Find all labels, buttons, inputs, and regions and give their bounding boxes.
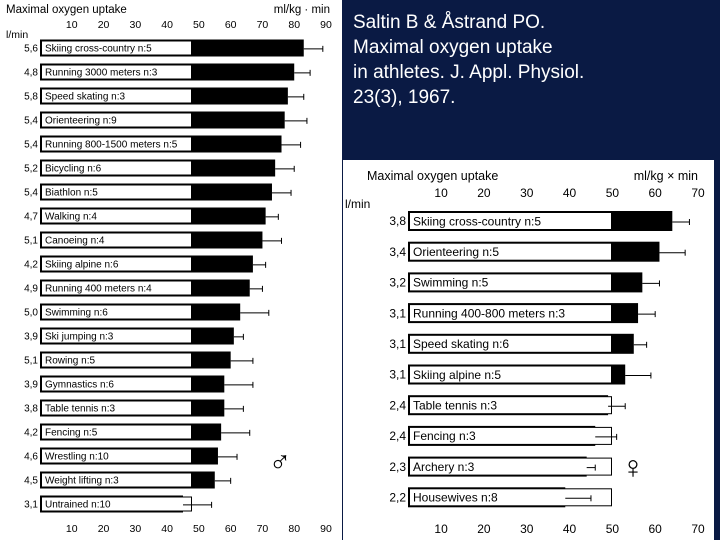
bar-label: Rowing n:5 xyxy=(45,355,96,367)
tick-bottom-label: 30 xyxy=(129,523,142,535)
bar-label: Swimming n:6 xyxy=(45,307,108,319)
bar-label: Wrestling n:10 xyxy=(45,451,109,463)
citation-line-4: 23(3), 1967. xyxy=(353,87,456,108)
female-chart-panel xyxy=(343,160,714,540)
bar-label: Swimming n:5 xyxy=(413,275,489,290)
unit-left-label: l/min xyxy=(6,29,29,41)
bar-label: Speed skating n:6 xyxy=(413,337,510,352)
sex-symbol: ♀ xyxy=(621,449,645,485)
bar-label: Table tennis n:3 xyxy=(45,403,116,415)
tick-top-label: 70 xyxy=(691,186,705,200)
bar-label: Canoeing n:4 xyxy=(45,235,105,247)
left-value-label: 2,3 xyxy=(389,459,406,474)
chart-title: Maximal oxygen uptake xyxy=(6,4,127,16)
left-value-label: 5,2 xyxy=(24,163,38,175)
bar-label: Gymnastics n:6 xyxy=(45,379,114,391)
left-value-label: 4,7 xyxy=(24,211,38,223)
sex-symbol: ♂ xyxy=(268,446,292,479)
citation-line-1: Saltin B & Åstrand PO. xyxy=(353,12,546,33)
tick-top-label: 80 xyxy=(288,19,301,31)
left-value-label: 5,8 xyxy=(24,91,38,103)
tick-bottom-label: 20 xyxy=(477,522,491,536)
left-value-label: 3,4 xyxy=(389,244,406,259)
tick-top-label: 40 xyxy=(562,186,577,200)
female-oxygen-uptake-chart xyxy=(343,160,714,540)
tick-top-label: 50 xyxy=(193,19,205,31)
left-value-label: 4,2 xyxy=(24,259,38,271)
bar-label: Table tennis n:3 xyxy=(413,398,498,413)
bar-label: Running 400-800 meters n:3 xyxy=(413,306,566,321)
tick-top-label: 30 xyxy=(520,186,534,200)
left-value-label: 5,4 xyxy=(24,187,38,199)
tick-bottom-label: 40 xyxy=(562,522,577,536)
left-value-label: 5,6 xyxy=(24,43,38,55)
tick-bottom-label: 80 xyxy=(288,523,301,535)
tick-bottom-label: 30 xyxy=(520,522,534,536)
left-value-label: 5,0 xyxy=(24,307,38,319)
tick-top-label: 60 xyxy=(224,19,237,31)
tick-bottom-label: 60 xyxy=(648,522,662,536)
tick-top-label: 20 xyxy=(477,186,491,200)
tick-top-label: 50 xyxy=(605,186,620,200)
left-value-label: 3,1 xyxy=(389,337,406,351)
male-chart-panel xyxy=(0,0,342,540)
bar-label: Orienteering n:5 xyxy=(413,245,500,260)
unit-left-label: l/min xyxy=(345,197,371,211)
left-value-label: 4,6 xyxy=(24,451,38,463)
left-value-label: 4,9 xyxy=(24,283,38,295)
left-value-label: 4,8 xyxy=(24,67,38,79)
bar-label: Ski jumping n:3 xyxy=(45,331,114,343)
tick-top-label: 40 xyxy=(161,19,173,31)
bar-label: Walking n:4 xyxy=(45,211,97,223)
tick-bottom-label: 10 xyxy=(65,523,78,535)
bar-label: Bicycling n:6 xyxy=(45,163,102,175)
left-value-label: 2,2 xyxy=(389,490,406,505)
tick-bottom-label: 50 xyxy=(193,523,205,535)
left-value-label: 3,9 xyxy=(24,331,38,343)
left-value-label: 3,2 xyxy=(389,275,406,290)
bar-label: Running 3000 meters n:3 xyxy=(45,67,158,79)
tick-bottom-label: 20 xyxy=(97,523,110,535)
left-value-label: 3,1 xyxy=(24,499,38,511)
bar-label: Orienteering n:9 xyxy=(45,115,117,127)
bar-label: Untrained n:10 xyxy=(45,499,111,511)
tick-bottom-label: 70 xyxy=(691,522,705,536)
bar-label: Skiing alpine n:5 xyxy=(413,367,502,382)
tick-bottom-label: 70 xyxy=(256,523,269,535)
citation-line-2: Maximal oxygen uptake xyxy=(353,37,553,58)
unit-top-label: ml/kg · min xyxy=(273,4,330,16)
left-value-label: 3,8 xyxy=(24,403,38,415)
tick-top-label: 20 xyxy=(97,19,110,31)
left-value-label: 5,4 xyxy=(24,115,38,127)
bar-label: Housewives n:8 xyxy=(413,490,498,505)
bar-label: Archery n:3 xyxy=(413,459,475,474)
left-value-label: 2,4 xyxy=(389,429,406,444)
bar-label: Speed skating n:3 xyxy=(45,91,126,103)
citation-line-3: in athletes. J. Appl. Physiol. xyxy=(353,62,585,83)
tick-top-label: 70 xyxy=(256,19,269,31)
tick-bottom-label: 90 xyxy=(320,523,332,535)
left-value-label: 4,5 xyxy=(24,475,38,487)
tick-top-label: 10 xyxy=(65,19,78,31)
left-value-label: 3,1 xyxy=(389,367,406,382)
tick-bottom-label: 60 xyxy=(224,523,237,535)
bar-label: Running 800-1500 meters n:5 xyxy=(45,139,178,151)
left-value-label: 3,8 xyxy=(389,214,406,229)
tick-top-label: 90 xyxy=(320,19,332,31)
left-value-label: 3,1 xyxy=(389,306,406,321)
citation-text xyxy=(353,10,713,110)
left-value-label: 5,4 xyxy=(24,139,38,151)
left-value-label: 5,1 xyxy=(24,235,38,247)
bar-label: Skiing alpine n:6 xyxy=(45,259,119,271)
left-value-label: 5,1 xyxy=(24,355,38,367)
tick-top-label: 10 xyxy=(434,186,448,200)
unit-top-label: ml/kg × min xyxy=(633,169,698,183)
tick-bottom-label: 10 xyxy=(434,522,448,536)
bar-label: Fencing n:5 xyxy=(45,427,98,439)
tick-top-label: 60 xyxy=(648,186,662,200)
left-value-label: 2,4 xyxy=(389,398,406,413)
bar-label: Skiing cross-country n:5 xyxy=(413,214,542,229)
bar-label: Weight lifting n:3 xyxy=(45,475,119,487)
male-oxygen-uptake-chart xyxy=(0,0,342,540)
chart-title: Maximal oxygen uptake xyxy=(367,169,499,183)
tick-top-label: 30 xyxy=(129,19,142,31)
tick-bottom-label: 40 xyxy=(161,523,173,535)
bar-label: Fencing n:3 xyxy=(413,429,476,444)
left-value-label: 4,2 xyxy=(24,427,38,439)
bar-label: Skiing cross-country n:5 xyxy=(45,43,152,55)
left-value-label: 3,9 xyxy=(24,379,38,391)
tick-bottom-label: 50 xyxy=(605,522,620,536)
bar-label: Running 400 meters n:4 xyxy=(45,283,152,295)
bar-label: Biathlon n:5 xyxy=(45,187,98,199)
